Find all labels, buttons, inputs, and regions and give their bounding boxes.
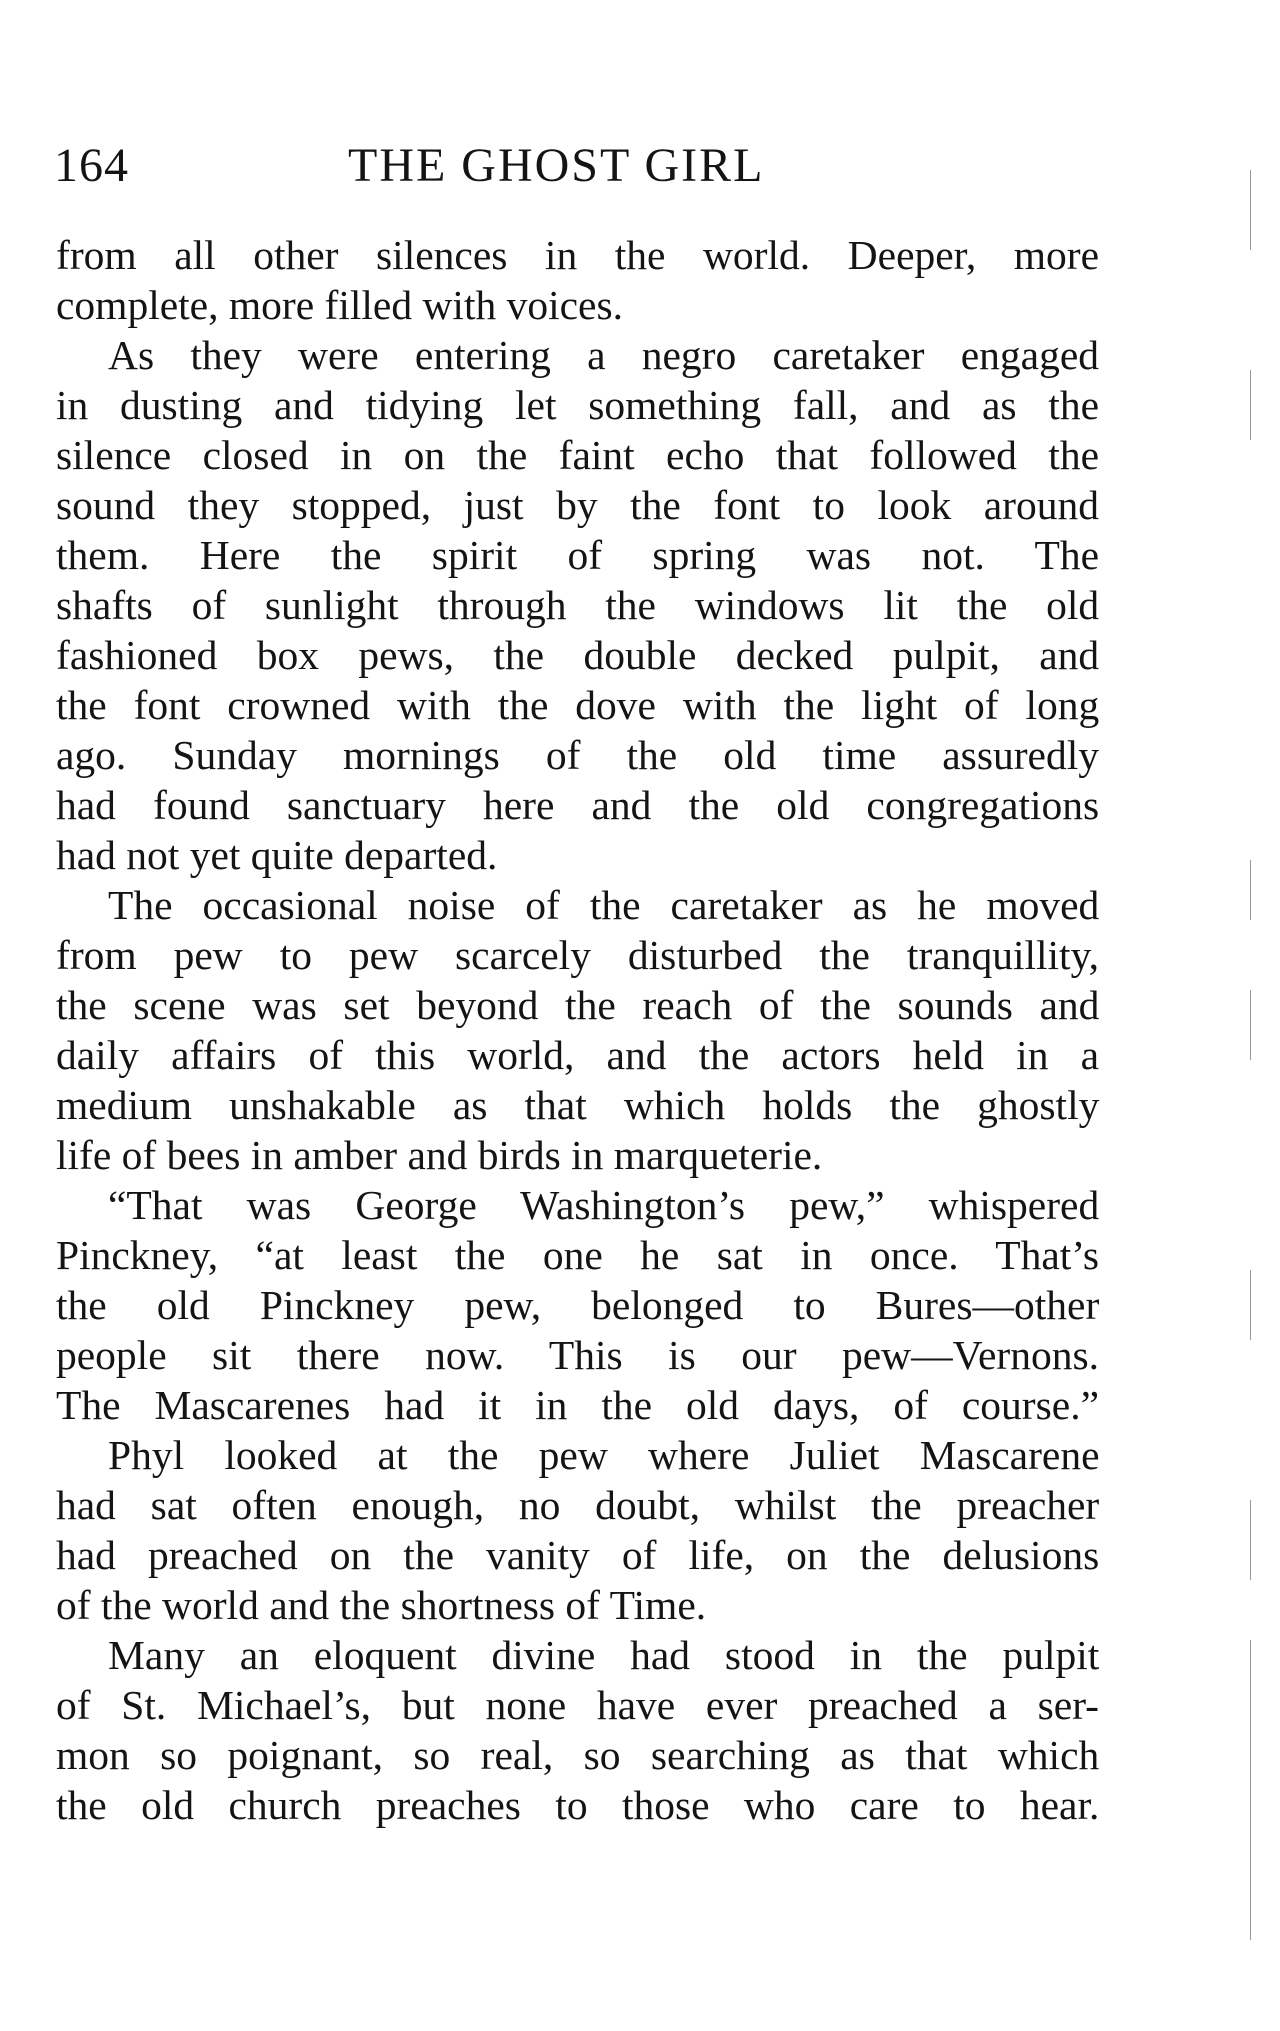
text-line: had not yet quite departed. (56, 832, 498, 878)
text-line: in dusting and tidying let something fall, and as the (56, 382, 1099, 428)
paragraph (56, 880, 1099, 1180)
text-line: silence closed in on the faint echo that followed the (56, 432, 1099, 478)
text-line: The Mascarenes had it in the old days, of course.” (56, 1382, 1099, 1428)
text-line: mon so poignant, so real, so searching as that which (56, 1732, 1100, 1778)
scan-edge-mark (1250, 370, 1251, 440)
text-line: had found sanctuary here and the old congregations (56, 782, 1100, 828)
text-line: had preached on the vanity of life, on the delusions (56, 1532, 1100, 1578)
paragraph (56, 230, 1099, 330)
page-number: 164 (54, 139, 129, 192)
text-line: the scene was set beyond the reach of the sounds and (56, 982, 1100, 1028)
text-line: people sit there now. This is our pew—Vernons. (56, 1332, 1099, 1378)
scan-edge-mark (1250, 1500, 1251, 1580)
text-line: Pinckney, “at least the one he sat in once. That’s (56, 1232, 1099, 1278)
scan-edge-mark (1250, 860, 1251, 920)
paragraph (56, 1430, 1099, 1630)
text-line: Many an eloquent divine had stood in the pulpit (108, 1632, 1100, 1678)
body-text (56, 230, 1099, 1830)
text-line: them. Here the spirit of spring was not. The (56, 532, 1099, 578)
text-line: Phyl looked at the pew where Juliet Mascarene (108, 1432, 1100, 1478)
text-line: medium unshakable as that which holds the ghostly (56, 1082, 1100, 1128)
text-line: from pew to pew scarcely disturbed the tranquillity, (56, 932, 1100, 978)
paragraph (56, 1630, 1099, 1830)
scan-edge-mark (1250, 990, 1251, 1060)
scan-edge-mark (1250, 1270, 1251, 1340)
text-line: As they were entering a negro caretaker engaged (108, 332, 1099, 378)
scan-edge-mark (1250, 1640, 1251, 1940)
page-header (54, 136, 1104, 196)
paragraph (56, 1180, 1099, 1430)
text-line: daily affairs of this world, and the actors held in a (56, 1032, 1099, 1078)
paragraph (56, 330, 1099, 880)
text-line: had sat often enough, no doubt, whilst the preacher (56, 1482, 1100, 1528)
text-line: the old church preaches to those who care to hear. (56, 1782, 1100, 1828)
text-line: ago. Sunday mornings of the old time assuredly (56, 732, 1099, 778)
scan-edge-mark (1250, 170, 1251, 250)
running-head: THE GHOST GIRL (348, 139, 765, 192)
text-line: the old Pinckney pew, belonged to Bures—other (56, 1282, 1100, 1328)
text-line: The occasional noise of the caretaker as he moved (108, 882, 1100, 928)
text-line: fashioned box pews, the double decked pulpit, and (56, 632, 1100, 678)
text-line: the font crowned with the dove with the light of long (56, 682, 1100, 728)
text-line: life of bees in amber and birds in marqueterie. (56, 1132, 823, 1178)
text-line: of the world and the shortness of Time. (56, 1582, 707, 1628)
text-line: from all other silences in the world. Deeper, more (56, 232, 1099, 278)
text-line: shafts of sunlight through the windows lit the old (56, 582, 1100, 628)
text-line: of St. Michael’s, but none have ever preached a ser- (56, 1682, 1099, 1728)
text-line: “That was George Washington’s pew,” whispered (108, 1182, 1100, 1228)
text-line: complete, more filled with voices. (56, 282, 623, 328)
text-line: sound they stopped, just by the font to look around (56, 482, 1099, 528)
